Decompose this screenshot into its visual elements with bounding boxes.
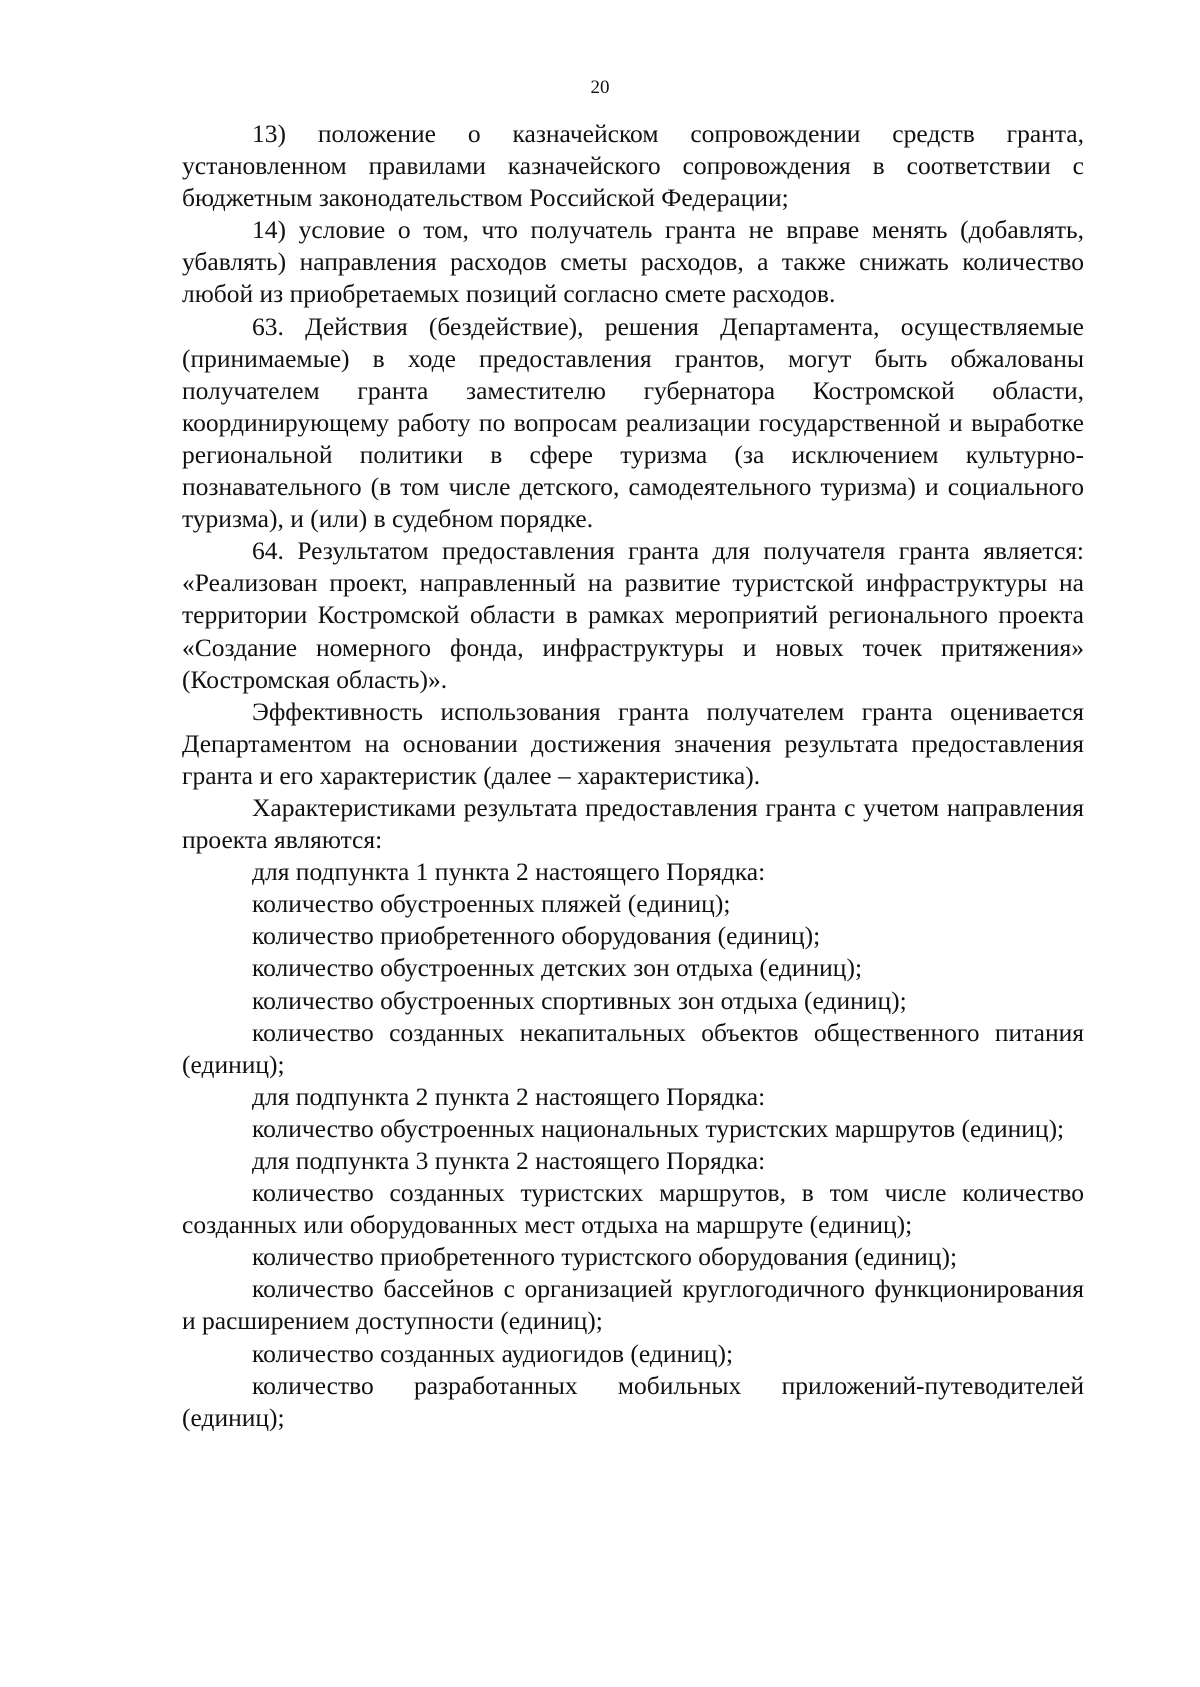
paragraph-item-14: 14) условие о том, что получатель гранта не вправе менять (добавлять, убавлять) направления расходов сметы расходов, а также снижать количество любой из приобретаемых позиций согласно смете расходов.	[182, 215, 1084, 309]
subpoint-1-heading: для подпункта 1 пункта 2 настоящего Порядка:	[252, 857, 766, 887]
paragraph-item-13: 13) положение о казначейском сопровождении средств гранта, установленном правилами казначейского сопровождения в соответствии с бюджетным законодательством Российской Федерации;	[182, 119, 1084, 213]
list-item: количество созданных некапитальных объектов общественного питания (единиц);	[182, 1017, 1084, 1079]
page-number: 20	[590, 77, 610, 98]
list-item: количество бассейнов с организацией круглогодичного функционирования и расширением доступности (единиц);	[182, 1274, 1084, 1336]
paragraph-effectiveness: Эффективность использования гранта получателем гранта оценивается Департаментом на основании достижения значения результата предоставления гранта и его характеристик (далее – характеристика).	[182, 696, 1084, 790]
document-body	[182, 118, 1084, 1434]
list-item: количество приобретенного оборудования (единиц);	[252, 921, 821, 951]
subpoint-3-heading: для подпункта 3 пункта 2 настоящего Порядка:	[252, 1146, 766, 1175]
paragraph-63: 63. Действия (бездействие), решения Департамента, осуществляемые (принимаемые) в ходе предоставления грантов, могут быть обжалованы получателем гранта заместителю губернатора Костромской области, координирующему работу по вопросам реализации государственной и выработке региональной политики в сфере туризма (за исключением культурно-познавательного (в том числе детского, самодеятельного туризма) и социального туризма), и (или) в судебном порядке.	[182, 311, 1084, 534]
list-item: количество созданных туристских маршрутов, в том числе количество созданных или оборудованных мест отдыха на маршруте (единиц);	[182, 1178, 1084, 1240]
list-item: количество обустроенных детских зон отдыха (единиц);	[252, 953, 863, 983]
list-item: количество обустроенных национальных туристских маршрутов (единиц);	[252, 1113, 1065, 1143]
subpoint-2-heading: для подпункта 2 пункта 2 настоящего Порядка:	[252, 1081, 766, 1111]
list-item: количество созданных аудиогидов (единиц);	[252, 1338, 734, 1368]
list-item: количество приобретенного туристского оборудования (единиц);	[252, 1242, 958, 1272]
list-item: количество обустроенных спортивных зон отдыха (единиц);	[252, 985, 907, 1015]
paragraph-64: 64. Результатом предоставления гранта для получателя гранта является: «Реализован проект, направленный на развитие туристской инфраструктуры на территории Костромской области в рамках мероприятий регионального проекта «Создание номерного фонда, инфраструктуры и новых точек притяжения» (Костромская область)».	[182, 536, 1084, 694]
list-item: количество обустроенных пляжей (единиц);	[252, 889, 731, 919]
list-item: количество разработанных мобильных приложений-путеводителей (единиц);	[182, 1370, 1084, 1432]
paragraph-characteristics: Характеристиками результата предоставления гранта с учетом направления проекта являются:	[182, 792, 1084, 855]
